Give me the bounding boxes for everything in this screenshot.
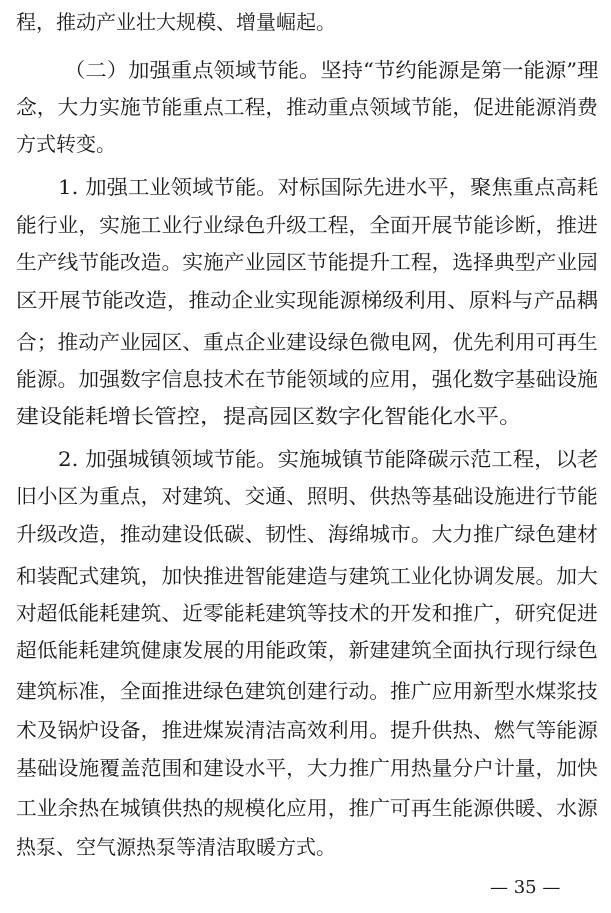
text-line <box>0 439 611 479</box>
text-line <box>0 514 611 554</box>
text-line <box>0 396 611 436</box>
line-text: 能行业，实施工业行业绿色升级工程，全面开展节能诊断，推进 <box>16 213 598 237</box>
line-text: 工业余热在城镇供热的规模化应用，推广可再生能源供暖、水源 <box>16 796 598 820</box>
line-text: 能源。加强数字信息技术在节能领域的应用，强化数字基础设施 <box>16 367 598 391</box>
text-line <box>0 476 611 516</box>
text-line <box>0 50 611 90</box>
text-line <box>0 167 611 207</box>
text-line <box>0 556 611 596</box>
text-line <box>0 124 611 164</box>
line-text: 旧小区为重点，对建筑、交通、照明、供热等基础设施进行节能 <box>16 484 598 508</box>
text-line <box>0 359 611 399</box>
text-line <box>0 827 611 867</box>
text-line <box>0 748 611 788</box>
text-line <box>0 710 611 750</box>
text-line <box>0 630 611 670</box>
line-text: 程，推动产业壮大规模、增量崛起。 <box>16 10 336 34</box>
text-line <box>0 87 611 127</box>
text-line <box>0 671 611 711</box>
line-text: 对超低能耗建筑、近零能耗建筑等技术的开发和推广，研究促进 <box>16 601 598 625</box>
text-line <box>0 2 611 42</box>
line-text: 超低能耗建筑健康发展的用能政策，新建建筑全面执行现行绿色 <box>16 638 598 662</box>
line-text: 1. 加强工业领域节能。对标国际先进水平，聚焦重点高耗 <box>58 175 599 199</box>
line-text: 和装配式建筑，加快推进智能建造与建筑工业化协调发展。加大 <box>16 564 598 588</box>
text-line <box>0 788 611 828</box>
page-number: — 35 — <box>490 877 561 898</box>
line-text: 区开展节能改造，推动企业实现能源梯级利用、原料与产品耦 <box>16 288 599 312</box>
line-text: 升级改造，推动建设低碳、韧性、海绵城市。大力推广绿色建材 <box>16 522 598 546</box>
text-line <box>0 242 611 282</box>
text-line <box>0 280 611 320</box>
text-line <box>0 593 611 633</box>
text-line <box>0 322 611 362</box>
line-text: （二）加强重点领域节能。坚持“节约能源是第一能源”理 <box>64 58 599 82</box>
line-text: 建筑标准，全面推进绿色建筑创建行动。推广应用新型水煤浆技 <box>16 679 598 703</box>
line-text: 建设能耗增长管控，提高园区数字化智能化水平。 <box>16 404 522 428</box>
line-text: 2. 加强城镇领域节能。实施城镇节能降碳示范工程，以老 <box>58 447 599 471</box>
line-text: 方式转变。 <box>16 132 116 156</box>
line-text: 术及锅炉设备，推进煤炭清洁高效利用。提升供热、燃气等能源 <box>16 718 598 742</box>
text-line <box>0 205 611 245</box>
line-text: 热泵、空气源热泵等清洁取暖方式。 <box>16 835 336 859</box>
line-text: 合；推动产业园区、重点企业建设绿色微电网，优先利用可再生 <box>16 330 598 354</box>
line-text: 生产线节能改造。实施产业园区节能提升工程，选择典型产业园 <box>16 250 598 274</box>
line-text: 念，大力实施节能重点工程，推动重点领域节能，促进能源消费 <box>16 95 598 119</box>
line-text: 基础设施覆盖范围和建设水平，大力推广用热量分户计量，加快 <box>16 756 598 780</box>
